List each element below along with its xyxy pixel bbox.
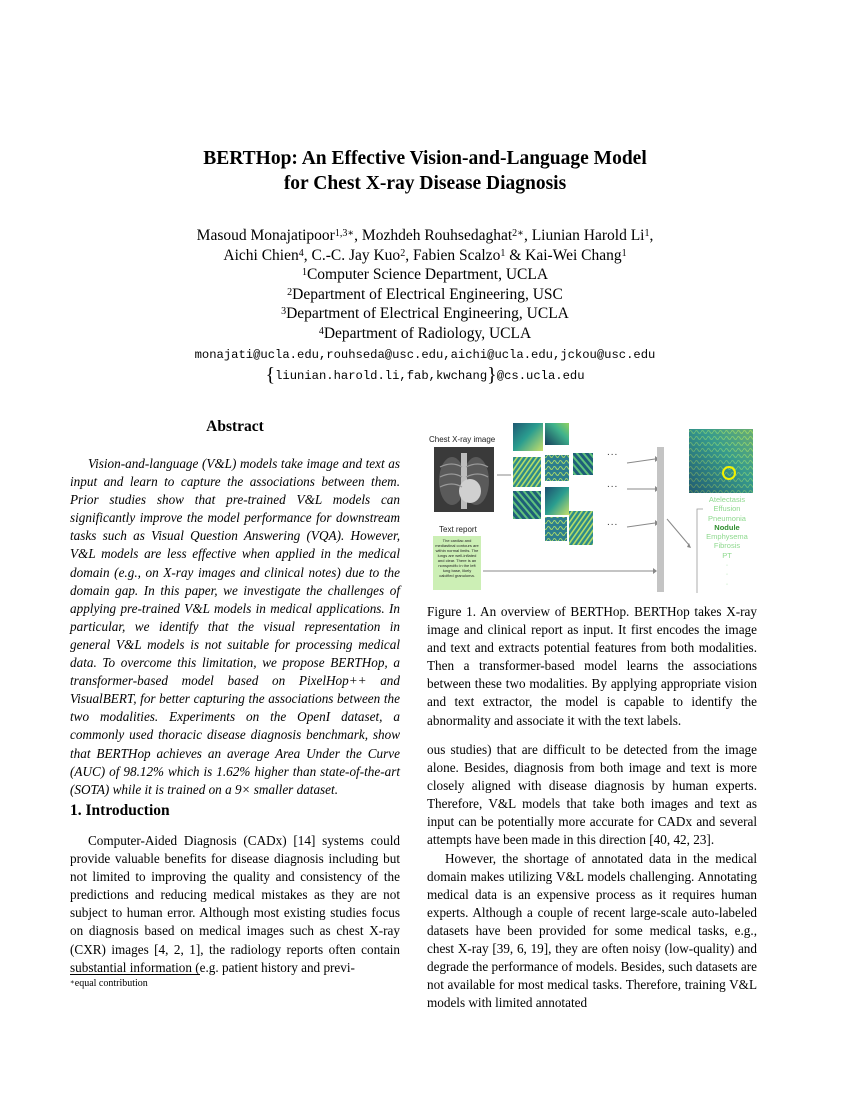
abstract-text	[70, 455, 400, 799]
footnote-rule	[70, 974, 200, 975]
affiliation-text: Department of Radiology, UCLA	[323, 324, 532, 342]
author-name: Masoud Monajatipoor	[196, 227, 335, 244]
arrow-line	[627, 459, 655, 463]
affiliation-superscript: 1	[301, 267, 307, 278]
caption-text: Figure 1. An overview of BERTHop. BERTHop takes X-ray image and clinical report as input. It first encodes the image and text and extracts potential features from both modalities. Then a transformer-based model learns the associations between these two modalities. By applying appropriate vision and text extractor, the model is capable to identify the abnormality and associate it with the text labels.	[427, 604, 757, 728]
author-name: , Mozhdeh Rouhsedaghat	[354, 227, 513, 244]
disease-label: Effusion	[713, 504, 741, 514]
disease-label-highlighted: Nodule	[714, 522, 740, 532]
output-activation-map	[689, 429, 753, 493]
author-superscript: 1	[644, 228, 650, 239]
author-superscript: 1,3∗	[334, 228, 355, 239]
figure-caption	[427, 603, 757, 730]
title-line-1: BERTHop: An Effective Vision-and-Language Model	[203, 148, 647, 169]
introduction-paragraph: Computer-Aided Diagnosis (CADx) [14] systems could provide valuable benefits for disease diagnosis including but not limited to improving the quality and consistency of the predictions and reducing medical mistakes as they are not subject to human error. Although most existing studies focus on diagnosis based on medical images such as chest X-ray (CXR) images [4, 2, 1], the radiology reports often contain substantial information (e.g. patient history and previ-	[70, 833, 400, 975]
disease-label: ·	[725, 578, 729, 588]
footnote-text: equal contribution	[74, 978, 148, 989]
author-name: , Fabien Scalzo	[405, 246, 501, 264]
ellipsis: ...	[607, 479, 619, 490]
body-paragraph: ous studies) that are difficult to be detected from the image alone. Besides, diagnosis from both image and text is more closely aligned with disease diagnosis by human experts. Therefore, V&L models that take both images and text as input can be potentially more accurate for CADx and several attempts have been made in this direction [40, 42, 23].	[427, 742, 757, 848]
introduction-heading: 1. Introduction	[70, 802, 170, 819]
disease-label-list	[697, 495, 757, 588]
email-line-1: monajati@ucla.edu,rouhseda@usc.edu,aichi@ucla.edu,jckou@usc.edu	[194, 348, 656, 362]
author-name: Aichi Chien	[223, 246, 299, 264]
author-line-2	[0, 246, 850, 266]
affiliation	[0, 285, 850, 305]
text-report-box: The cardiac and mediastinal contours are within normal limits. The lungs are well-inflated and clear. There is an nonspecific in the left lung base, likely calcified granuloma.	[433, 536, 481, 590]
author-superscript: 1	[500, 247, 506, 259]
introduction-text	[70, 832, 400, 977]
author-superscript: 2∗	[512, 228, 524, 239]
author-block	[0, 226, 850, 343]
author-superscript: 4	[298, 247, 304, 259]
affiliation-text: Computer Science Department, UCLA	[306, 266, 549, 283]
author-separator: ,	[649, 227, 654, 244]
author-name: , Liunian Harold Li	[523, 227, 645, 244]
right-column-text	[427, 741, 757, 1012]
affiliation	[0, 265, 850, 285]
brace-close: }	[487, 364, 497, 386]
abstract-heading: Abstract	[206, 418, 264, 435]
email-line-2	[0, 365, 850, 386]
disease-label: Emphysema	[706, 532, 748, 542]
text-report-label: Text report	[439, 525, 477, 534]
author-name: , C.-C. Jay Kuo	[303, 246, 401, 264]
arrow-line	[627, 523, 655, 527]
transformer-bar	[657, 447, 664, 592]
title-line-2: for Chest X-ray Disease Diagnosis	[283, 173, 567, 194]
affiliation-superscript: 2	[287, 286, 293, 298]
ellipsis: ...	[607, 447, 619, 458]
paper-title	[0, 146, 850, 196]
email-block	[0, 346, 850, 386]
disease-label: Pneumonia	[708, 513, 746, 523]
affiliation-superscript: 3	[281, 306, 287, 317]
chest-xray-label: Chest X-ray image	[429, 435, 496, 444]
author-superscript: 1	[621, 247, 627, 259]
author-line-1	[0, 226, 850, 246]
affiliation-superscript: 4	[318, 325, 324, 337]
author-name: & Kai-Wei Chang	[505, 246, 622, 264]
body-paragraph: However, the shortage of annotated data in the medical domain makes utilizing V&L models challenging. Annotating medical data is an expensive process as it requires human experts. Although a couple of recent large-scale auto-labeled datasets have been provided for some medical tasks, e.g., chest X-ray [39, 6, 19], they are often noisy (low-quality) and degrade the performance of models. Besides, such datasets are not available for most medical tasks. Therefore, training V&L models with limited annotated	[427, 850, 757, 1011]
abstract-paragraph: Vision-and-language (V&L) models take image and text as input and learn to capture the associations between them. Prior studies show that pre-trained V&L models can significantly improve the model performance for downstream tasks such as Visual Question Answering (VQA). However, V&L models are less effective when applied in the medical domain (e.g., on X-ray images and clinical notes) due to the domain gap. In this paper, we investigate the challenges of applying pre-trained V&L models in medical applications. In particular, we identify that the visual representation in general V&L models is not suitable for processing medical data. To overcome this limitation, we propose BERTHop, a transformer-based model based on PixelHop++ and VisualBERT, for better capturing the associations between the two modalities. Experiments on the OpenI dataset, a commonly used thoracic disease diagnosis benchmark, show that BERTHop achieves an average Area Under the Curve (AUC) of 98.12% which is 1.62% higher than state-of-the-art (SOTA) while it is trained on a 9× smaller dataset.	[70, 456, 400, 797]
brace-open: {	[265, 364, 276, 386]
email-domain: @cs.ucla.edu	[496, 369, 585, 383]
disease-label: Atelectasis	[708, 495, 746, 504]
arrow-line	[667, 519, 689, 545]
footnote	[70, 978, 148, 989]
figure-1	[427, 423, 757, 595]
disease-label: ·	[725, 560, 729, 570]
author-superscript: 2	[400, 247, 406, 259]
email-users: liunian.harold.li,fab,kwchang	[275, 369, 488, 383]
ellipsis: ...	[607, 517, 619, 528]
affiliation-text: Department of Electrical Engineering, UCLA	[286, 305, 569, 322]
affiliation	[0, 304, 850, 324]
disease-label: ·	[725, 569, 729, 579]
footnote-marker: ∗	[70, 978, 75, 986]
affiliation-text: Department of Electrical Engineering, USC	[292, 285, 563, 303]
arrow-head	[653, 568, 657, 574]
disease-label: PT	[722, 550, 732, 560]
disease-label: Fibrosis	[713, 541, 741, 551]
affiliation	[0, 324, 850, 344]
